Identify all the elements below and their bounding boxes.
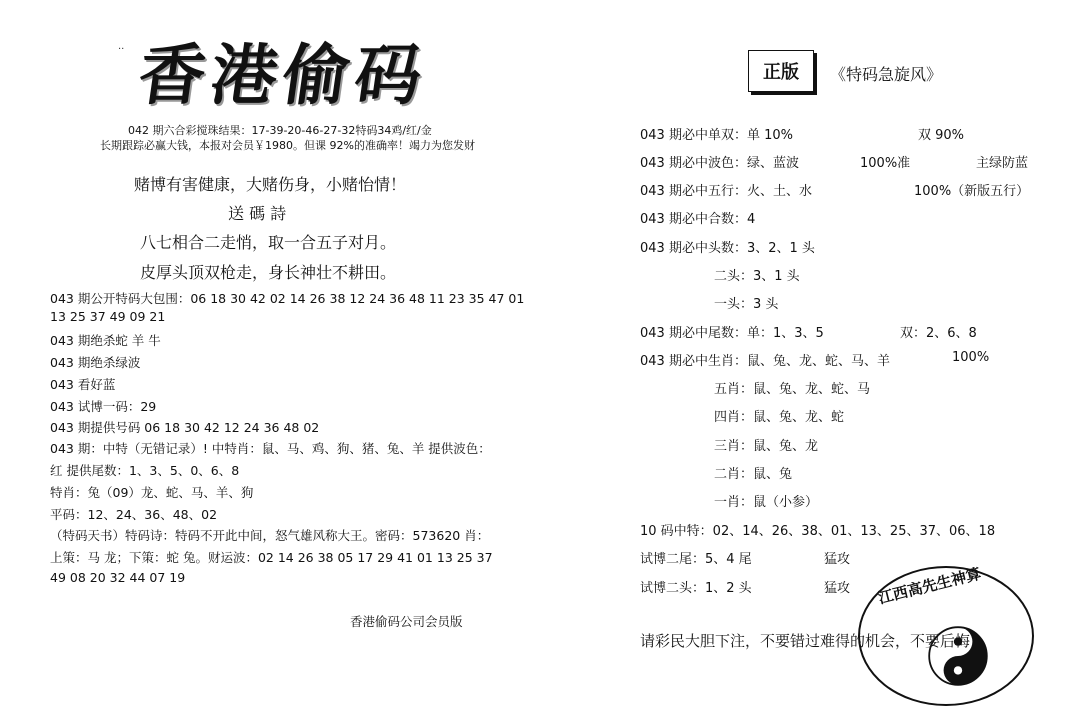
stamp-text: 江西高先生神算 <box>876 564 983 608</box>
left-line: 13 25 37 49 09 21 <box>50 309 166 324</box>
combined-number: 043 期必中合数：4 <box>640 212 756 227</box>
left-line: 红 提供尾数：1、3、5、0、6、8 <box>50 463 240 478</box>
trial-tails: 试博二尾：5、4 尾 <box>640 552 752 567</box>
left-line: 043 期绝杀绿波 <box>50 355 141 370</box>
left-line: 上策：马 龙；下策：蛇 兔。财运波：02 14 26 38 05 17 29 41 01 13 25 37 <box>50 550 493 565</box>
left-line: 特肖：兔（09）龙、蛇、马、羊、狗 <box>50 485 254 500</box>
member-line: 长期跟踪必赢大钱，本报对会员￥1980。但课 92%的准确率！竭力为您发财 <box>100 139 475 152</box>
trial-heads-attack: 猛攻 <box>824 581 851 596</box>
zodiac-accuracy: 100% <box>952 350 990 365</box>
left-line: 043 期绝杀蛇 羊 牛 <box>50 333 161 348</box>
poem-line-1: 八七相合二走悄，取一合五子对月。 <box>140 233 397 252</box>
gambling-warning: 赌博有害健康，大赌伤身，小赌怡情！ <box>134 175 407 194</box>
two-zodiac: 二肖：鼠、兔 <box>714 467 793 482</box>
four-zodiac: 四肖：鼠、兔、龙、蛇 <box>714 410 845 425</box>
color-main: 主绿防蓝 <box>976 156 1029 171</box>
five-zodiac: 五肖：鼠、兔、龙、蛇、马 <box>714 382 871 397</box>
left-footer: 香港偷码公司会员版 <box>350 614 463 629</box>
one-zodiac: 一肖：鼠（小参） <box>714 495 819 510</box>
left-line: 043 期公开特码大包围：06 18 30 42 02 14 26 38 12 24 36 48 11 23 35 47 01 <box>50 291 525 306</box>
left-line: 043 期：中特（无错记录）! 中特肖：鼠、马、鸡、狗、猪、兔、羊 提供波色： <box>50 441 491 456</box>
poem-line-2: 皮厚头顶双枪走，身长神壮不耕田。 <box>140 263 397 282</box>
logo-dots: ·· <box>118 44 125 55</box>
even-value: 双 90% <box>918 128 965 143</box>
trial-heads: 试博二头：1、2 头 <box>640 581 752 596</box>
result-line: 042 期六合彩搅珠结果：17-39-20-46-27-32特码34鸡/红/金 <box>128 124 432 137</box>
right-subtitle: 《特码急旋风》 <box>830 65 943 84</box>
logo-title: 香港偷码 <box>133 36 433 114</box>
left-line: 49 08 20 32 44 07 19 <box>50 570 186 585</box>
odd-even-label: 043 期必中单双：单 10% <box>640 128 793 143</box>
color-accuracy: 100%准 <box>860 156 911 171</box>
head-number: 043 期必中头数：3、2、1 头 <box>640 241 815 256</box>
right-footer: 请彩民大胆下注，不要错过难得的机会，不要后悔 <box>640 632 971 650</box>
color-label: 043 期必中波色：绿、蓝波 <box>640 156 799 171</box>
authentic-badge: 正版 <box>748 50 814 92</box>
left-line: 043 期提供号码 06 18 30 42 12 24 36 48 02 <box>50 420 320 435</box>
one-head: 一头：3 头 <box>714 297 779 312</box>
ten-numbers: 10 码中特：02、14、26、38、01、13、25、37、06、18 <box>640 524 996 539</box>
three-zodiac: 三肖：鼠、兔、龙 <box>714 439 819 454</box>
left-line: （特码天书）特码诗：特码不开此中间，怒气雄风称大王。密码：573620 肖： <box>50 528 490 543</box>
left-line: 平码：12、24、36、48、02 <box>50 507 218 522</box>
poem-title: 送 碼 詩 <box>228 204 287 223</box>
tail-even: 双：2、6、8 <box>900 326 977 341</box>
left-line: 043 试博一码：29 <box>50 399 157 414</box>
element-label: 043 期必中五行：火、土、水 <box>640 184 812 199</box>
trial-tails-attack: 猛攻 <box>824 552 851 567</box>
zodiac-label: 043 期必中生肖：鼠、兔、龙、蛇、马、羊 <box>640 354 890 369</box>
left-line: 043 看好蓝 <box>50 377 116 392</box>
two-heads: 二头：3、1 头 <box>714 269 800 284</box>
tail-label: 043 期必中尾数：单：1、3、5 <box>640 326 824 341</box>
element-accuracy: 100%（新版五行） <box>914 184 1030 199</box>
